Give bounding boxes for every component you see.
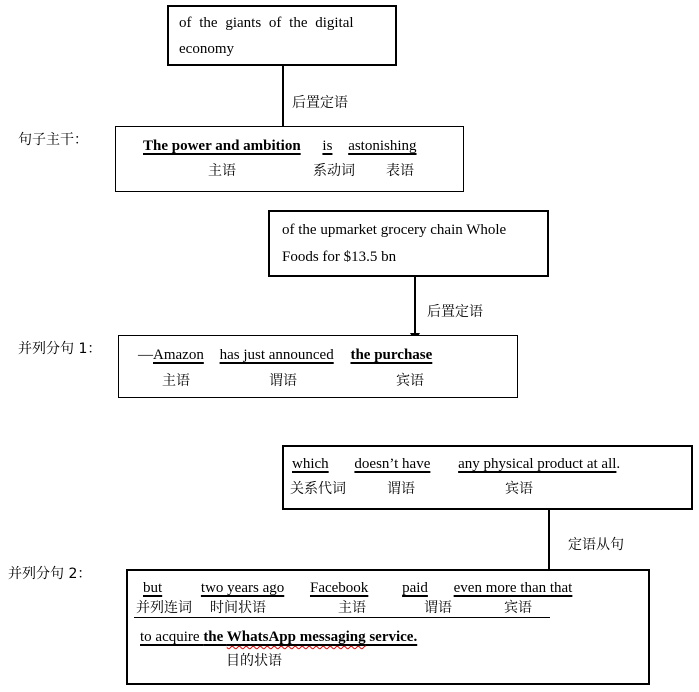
row-label-clause2: 并列分句 2： — [8, 566, 92, 582]
arrow1-label: 后置定语 — [292, 95, 348, 111]
attr-box-giants-line2: economy — [179, 41, 234, 57]
main-verb: is — [322, 138, 333, 154]
main-subject: The power and ambition — [143, 138, 301, 154]
clause1-object: the purchase — [350, 347, 433, 363]
clause2-purpose-bold-pre: the — [203, 629, 227, 645]
clause2-labels-row — [134, 597, 550, 618]
attr-box-upmarket-line2: Foods for $13.5 bn — [282, 249, 397, 265]
clause2-subject-label: 主语 — [338, 600, 366, 616]
clause2-purpose-squiggle: WhatsApp messaging — [226, 629, 366, 645]
row-label-clause1: 并列分句 1： — [18, 341, 102, 357]
which-pronoun-label: 关系代词 — [290, 481, 346, 497]
main-predicative: astonishing — [348, 138, 417, 154]
main-verb-label: 系动词 — [313, 163, 355, 179]
clause2-object: even more than that — [453, 580, 573, 596]
which-period: . — [616, 456, 621, 472]
which-object: any physical product at all — [458, 456, 617, 472]
clause2-purpose-bold-post: service. — [365, 629, 418, 645]
clause2-conjunction-label: 并列连词 — [136, 600, 192, 616]
arrow2-label: 后置定语 — [427, 304, 483, 320]
clause1-object-label: 宾语 — [396, 373, 424, 389]
arrow1-line — [282, 66, 284, 128]
clause1-subject-label: 主语 — [162, 373, 190, 389]
attr-box-upmarket — [268, 210, 549, 277]
clause2-time-label: 时间状语 — [210, 600, 266, 616]
clause2-box — [126, 569, 650, 685]
clause1-verb-label: 谓语 — [269, 373, 297, 389]
main-sentence-box — [115, 126, 464, 192]
clause1-verb: has just announced — [219, 347, 334, 363]
clause2-subject: Facebook — [309, 580, 369, 596]
clause1-subject: Amazon — [153, 347, 204, 363]
which-clause-box — [282, 445, 693, 510]
clause2-object-label: 宾语 — [504, 600, 532, 616]
clause2-purpose-label: 目的状语 — [226, 653, 282, 669]
main-subject-label: 主语 — [208, 163, 236, 179]
arrow2-line — [414, 277, 416, 335]
clause2-purpose-plain: to acquire — [140, 629, 204, 645]
which-verb-label: 谓语 — [387, 481, 415, 497]
row-label-main: 句子主干： — [18, 132, 88, 148]
clause1-box — [118, 335, 518, 398]
clause2-time: two years ago — [200, 580, 285, 596]
clause1-dash: — — [138, 347, 153, 363]
main-predicative-label: 表语 — [386, 163, 414, 179]
which-object-label: 宾语 — [505, 481, 533, 497]
attr-clause-label: 定语从句 — [568, 537, 624, 553]
clause2-verb: paid — [402, 580, 428, 596]
which-pronoun: which — [292, 456, 329, 472]
which-verb: doesn’t have — [354, 456, 431, 472]
clause2-verb-label: 谓语 — [424, 600, 452, 616]
attr-box-giants — [167, 5, 397, 66]
attr-box-giants-line1: of the giants of the digital — [179, 15, 354, 31]
attr-box-upmarket-line1: of the upmarket grocery chain Whole — [282, 222, 507, 238]
clause2-conjunction: but — [143, 580, 163, 596]
